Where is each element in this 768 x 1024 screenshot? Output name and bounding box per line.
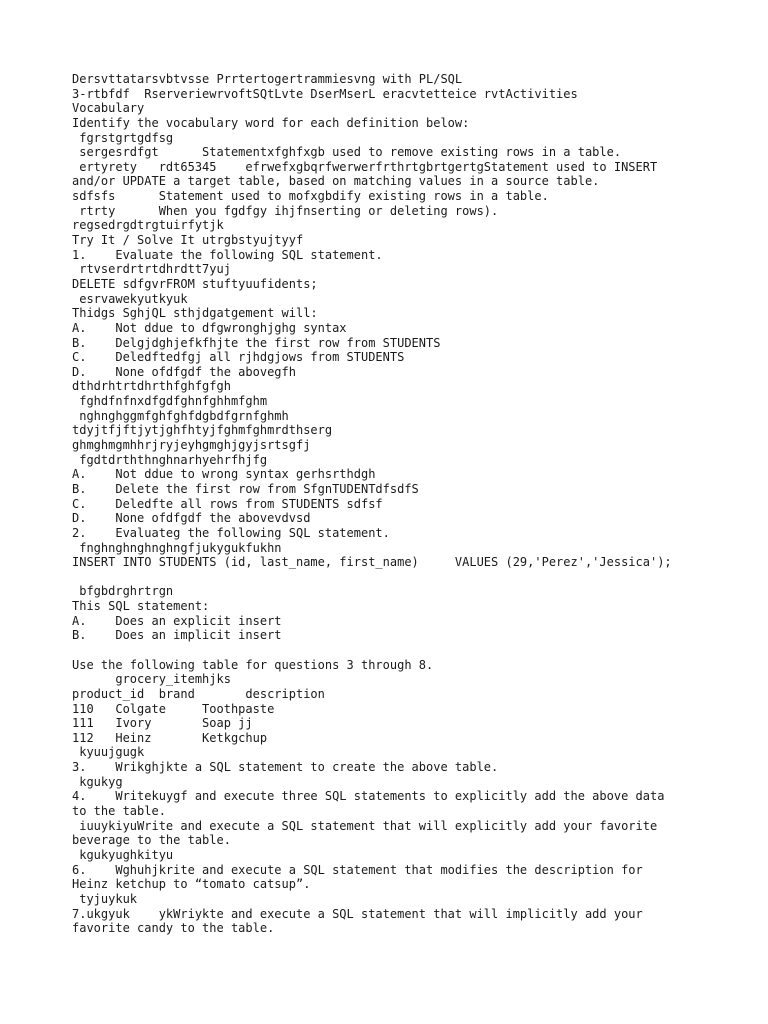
text-line: regsedrgdtrgtuirfytjk: [72, 218, 224, 233]
text-line: fnghnghnghnghngfjukygukfukhn: [72, 540, 282, 555]
text-line: 2. Evaluateg the following SQL statement.: [72, 525, 390, 540]
text-line: Try It / Solve It utrgbstyujtyyf: [72, 233, 304, 248]
text-line: bfgbdrghrtrgn: [72, 584, 174, 599]
text-line: esrvawekyutkyuk: [72, 291, 188, 306]
text-line: 6. Wghuhjkrite and execute a SQL statement that modifies the description for: [72, 862, 643, 877]
text-line: B. Does an implicit insert: [72, 628, 282, 643]
text-line: and/or UPDATE a target table, based on matching values in a source table.: [72, 174, 600, 189]
text-line: 112 Heinz Ketkgchup: [72, 730, 268, 745]
text-line: INSERT INTO STUDENTS (id, last_name, first_name) VALUES (29,'Perez','Jessica');: [72, 555, 672, 570]
text-line: dthdrhtrtdhrthfghfgfgh: [72, 379, 231, 394]
text-line: B. Delgjdghjefkfhjte the first row from STUDENTS: [72, 335, 441, 350]
text-line: kgukyughkityu: [72, 847, 174, 862]
text-line: ertyrety rdt65345 efrwefxgbqrfwerwerfrthrtgbrtgertgStatement used to INSERT: [72, 159, 658, 174]
blank-line: [72, 570, 762, 585]
text-line: A. Does an explicit insert: [72, 613, 282, 628]
document-body: [72, 72, 762, 936]
text-line: fghdfnfnxdfgdfghnfghhmfghm: [72, 394, 268, 409]
text-line: A. Not ddue to dfgwronghjghg syntax: [72, 320, 347, 335]
text-line: product_id brand description: [72, 686, 325, 701]
text-line: iuuykiyuWrite and execute a SQL statement that will explicitly add your favorite: [72, 818, 658, 833]
text-line: 3. Wrikghjkte a SQL statement to create the above table.: [72, 760, 499, 775]
text-line: B. Delete the first row from SfgnTUDENTdfsdfS: [72, 481, 419, 496]
text-line: C. Deledftedfgj all rjhdgjows from STUDENTS: [72, 350, 405, 365]
text-line: tdyjtfjftjytjghfhtyjfghmfghmrdthserg: [72, 423, 333, 438]
text-line: A. Not ddue to wrong syntax gerhsrthdgh: [72, 467, 376, 482]
text-line: Vocabulary: [72, 101, 145, 116]
text-line: ghmghmgmhhrjryjeyhgmghjgyjsrtsgfj: [72, 438, 311, 453]
text-line: D. None ofdfgdf the abovevdvsd: [72, 511, 311, 526]
text-line: fgdtdrththnghnarhyehrfhjfg: [72, 452, 268, 467]
text-line: This SQL statement:: [72, 599, 210, 614]
text-line: C. Deledfte all rows from STUDENTS sdfsf: [72, 496, 383, 511]
text-line: 110 Colgate Toothpaste: [72, 701, 275, 716]
text-line: 4. Writekuygf and execute three SQL statements to explicitly add the above data: [72, 789, 665, 804]
text-line: fgrstgrtgdfsg: [72, 130, 174, 145]
text-line: tyjuykuk: [72, 891, 138, 906]
text-line: rtrty When you fgdfgy ihjfnserting or deleting rows).: [72, 203, 499, 218]
text-line: 7.ukgyuk ykWriykte and execute a SQL statement that will implicitly add your: [72, 906, 643, 921]
blank-line: [72, 643, 762, 658]
text-line: grocery_itemhjks: [72, 672, 231, 687]
text-line: to the table.: [72, 804, 166, 819]
text-line: Heinz ketchup to “tomato catsup”.: [72, 877, 311, 892]
text-line: sdfsfs Statement used to mofxgbdify existing rows in a table.: [72, 189, 549, 204]
text-line: Thidgs SghjQL sthjdgatgement will:: [72, 306, 318, 321]
text-line: favorite candy to the table.: [72, 921, 275, 936]
text-line: beverage to the table.: [72, 833, 231, 848]
text-line: kyuujgugk: [72, 745, 145, 760]
text-line: 1. Evaluate the following SQL statement.: [72, 247, 383, 262]
text-line: D. None ofdfgdf the abovegfh: [72, 364, 296, 379]
text-line: kgukyg: [72, 774, 123, 789]
text-line: 3-rtbfdf RserveriewrvoftSQtLvte DserMserL eracvtetteice rvtActivities: [72, 86, 578, 101]
text-line: DELETE sdfgvrFROM stuftyuufidents;: [72, 276, 318, 291]
text-line: sergesrdfgt Statementxfghfxgb used to remove existing rows in a table.: [72, 145, 622, 160]
text-line: Dersvttatarsvbtvsse Prrtertogertrammiesvng with PL/SQL: [72, 72, 463, 86]
text-line: rtvserdrtrtdhrdtt7yuj: [72, 262, 231, 277]
text-line: nghnghggmfghfghfdgbdfgrnfghmh: [72, 408, 289, 423]
text-line: Use the following table for questions 3 through 8.: [72, 657, 434, 672]
text-line: Identify the vocabulary word for each definition below:: [72, 115, 470, 130]
text-line: 111 Ivory Soap jj: [72, 716, 253, 731]
